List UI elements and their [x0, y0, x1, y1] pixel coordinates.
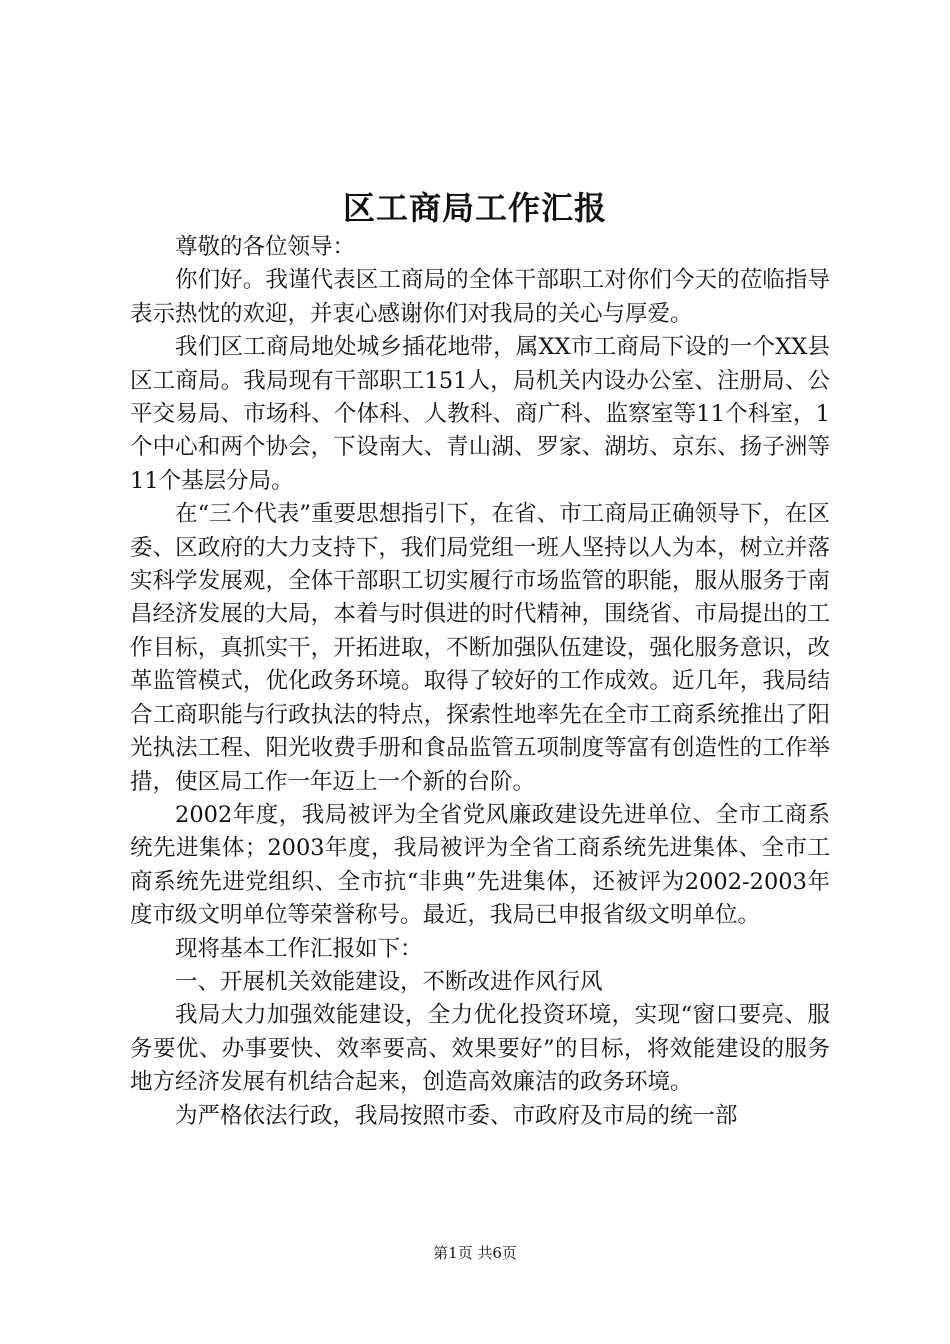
paragraph-intro: 现将基本工作汇报如下： [175, 935, 423, 962]
paragraph-achievements: 在“三个代表”重要思想指引下，在省、市工商局正确领导下，在区委、区政府的大力支持下，我们局党组一班人坚持以人为本，树立并落实科学发展观，全体干部职工切实履行市场监管的职能，服从服务于南昌经济发展的大局，本着与时俱进的时代精神，围绕省、市局提出的工作目标，真抓实干，开拓进取，不断加强队伍建设，强化服务意识，改革监管模式，优化政务环境。取得了较好的工作成效。近几年，我局结合工商职能与行政执法的特点，探索性地率先在全市工商系统推出了阳光执法工程、阳光收费手册和食品监管五项制度等富有创造性的工作举措，使区局工作一年迈上一个新的台阶。 [130, 501, 830, 795]
section-heading-1: 一、开展机关效能建设，不断改进作风行风 [175, 968, 603, 995]
page-number: 第1页 共6页 [433, 1244, 517, 1262]
paragraph-greeting: 你们好。我谨代表区工商局的全体干部职工对你们今天的莅临指导表示热忱的欢迎，并衷心感谢你们对我局的关心与厚爱。 [130, 267, 830, 327]
paragraph-salutation: 尊敬的各位领导： [175, 234, 356, 260]
paragraph-overview: 我们区工商局地处城乡插花地带，属XX市工商局下设的一个XX县区工商局。我局现有干部职工151人，局机关内设办公室、注册局、公平交易局、市场科、个体科、人教科、商广科、监察室等11个科室，1个中心和两个协会，下设南大、青山湖、罗家、湖坊、京东、扬子洲等11个基层分局。 [130, 334, 830, 494]
paragraph-law: 为严格依法行政，我局按照市委、市政府及市局的统一部 [175, 1102, 738, 1129]
document-body [130, 231, 830, 1133]
document-title: 区工商局工作汇报 [342, 189, 607, 227]
paragraph-efficiency: 我局大力加强效能建设，全力优化投资环境，实现“窗口要亮、服务要优、办事要快、效率要高、效果要好”的目标，将效能建设的服务地方经济发展有机结合起来，创造高效廉洁的政务环境。 [130, 1002, 830, 1096]
paragraph-honors: 2002年度，我局被评为全省党风廉政建设先进单位、全市工商系统先进集体；2003年度，我局被评为全省工商系统先进集体、全市工商系统先进党组织、全市抗“非典”先进集体，还被评为2002-2003年度市级文明单位等荣誉称号。最近，我局已申报省级文明单位。 [130, 801, 830, 929]
